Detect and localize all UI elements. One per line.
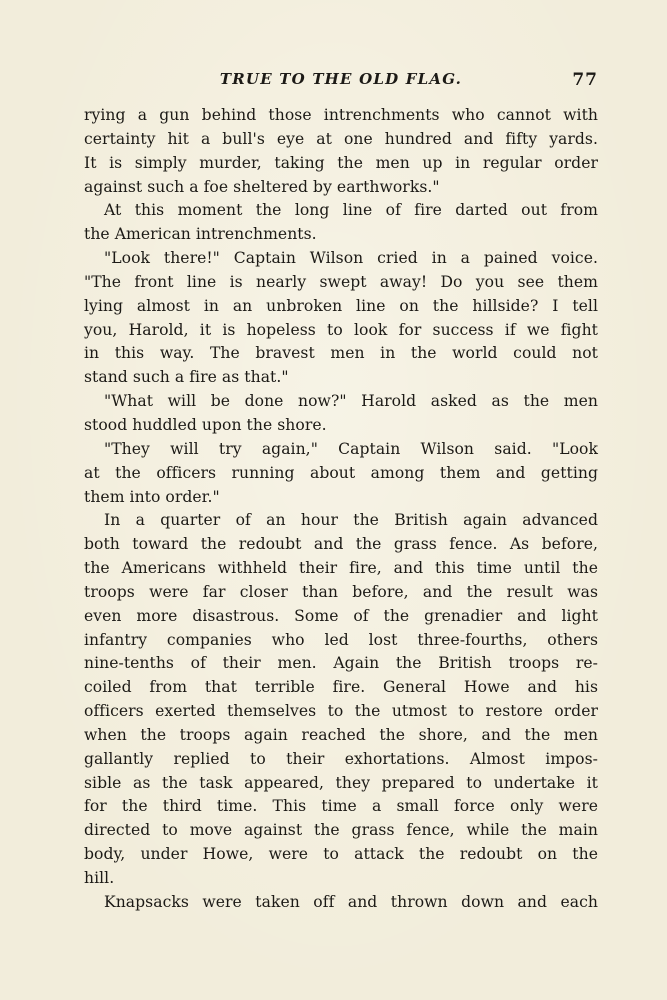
page-header — [84, 70, 598, 94]
text-line: the Americans withheld their fire, and this time until the — [84, 559, 598, 578]
text-line: you, Harold, it is hopeless to look for success if we fight — [84, 320, 598, 339]
text-line: hill. — [84, 869, 115, 887]
text-line: at the officers running about among them and getting — [84, 463, 598, 482]
text-line: lying almost in an unbroken line on the hillside? I tell — [84, 296, 598, 315]
text-line: the American intrenchments. — [84, 225, 317, 244]
text-line: body, under Howe, were to attack the redoubt on the — [84, 845, 598, 864]
text-line: At this moment the long line of fire darted out from — [104, 201, 598, 220]
text-line: "The front line is nearly swept away! Do you see them — [84, 272, 598, 291]
running-head: TRUE TO THE OLD FLAG. — [219, 70, 463, 88]
text-line: in this way. The bravest men in the world could not — [84, 344, 598, 363]
text-line: when the troops again reached the shore, and the men — [84, 725, 598, 744]
text-line: "What will be done now?" Harold asked as the men — [104, 392, 598, 411]
text-line: infantry companies who led lost three-fourths, others — [84, 630, 598, 649]
text-line: officers exerted themselves to the utmost to restore order — [84, 702, 598, 721]
text-line: rying a gun behind those intrenchments who cannot with — [84, 106, 598, 124]
text-line: against such a foe sheltered by earthworks." — [84, 177, 440, 196]
text-line: "Look there!" Captain Wilson cried in a pained voice. — [104, 249, 598, 268]
text-line: coiled from that terrible fire. General Howe and his — [84, 678, 598, 697]
text-line: gallantly replied to their exhortations. Almost impos- — [84, 749, 598, 768]
text-line: stand such a fire as that." — [84, 368, 289, 387]
text-line: them into order." — [84, 487, 220, 506]
text-line: both toward the redoubt and the grass fence. As before, — [84, 535, 598, 554]
text-line: troops were far closer than before, and the result was — [84, 582, 598, 601]
text-line: certainty hit a bull's eye at one hundred and fifty yards. — [84, 129, 598, 148]
text-line: for the third time. This time a small force only were — [84, 797, 598, 816]
text-line: directed to move against the grass fence, while the main — [84, 821, 598, 840]
text-line: "They will try again," Captain Wilson said. "Look — [104, 439, 598, 458]
text-line: In a quarter of an hour the British again advanced — [104, 511, 598, 530]
text-line: stood huddled upon the shore. — [84, 415, 327, 434]
text-line: It is simply murder, taking the men up in regular order — [84, 153, 598, 172]
text-line: sible as the task appeared, they prepared to undertake it — [84, 773, 598, 792]
text-line: even more disastrous. Some of the grenadier and light — [84, 606, 598, 625]
body-text — [84, 104, 598, 915]
page-number: 77 — [572, 70, 598, 90]
text-line: Knapsacks were taken off and thrown down and each — [104, 892, 598, 911]
text-line: nine-tenths of their men. Again the British troops re- — [84, 654, 598, 673]
